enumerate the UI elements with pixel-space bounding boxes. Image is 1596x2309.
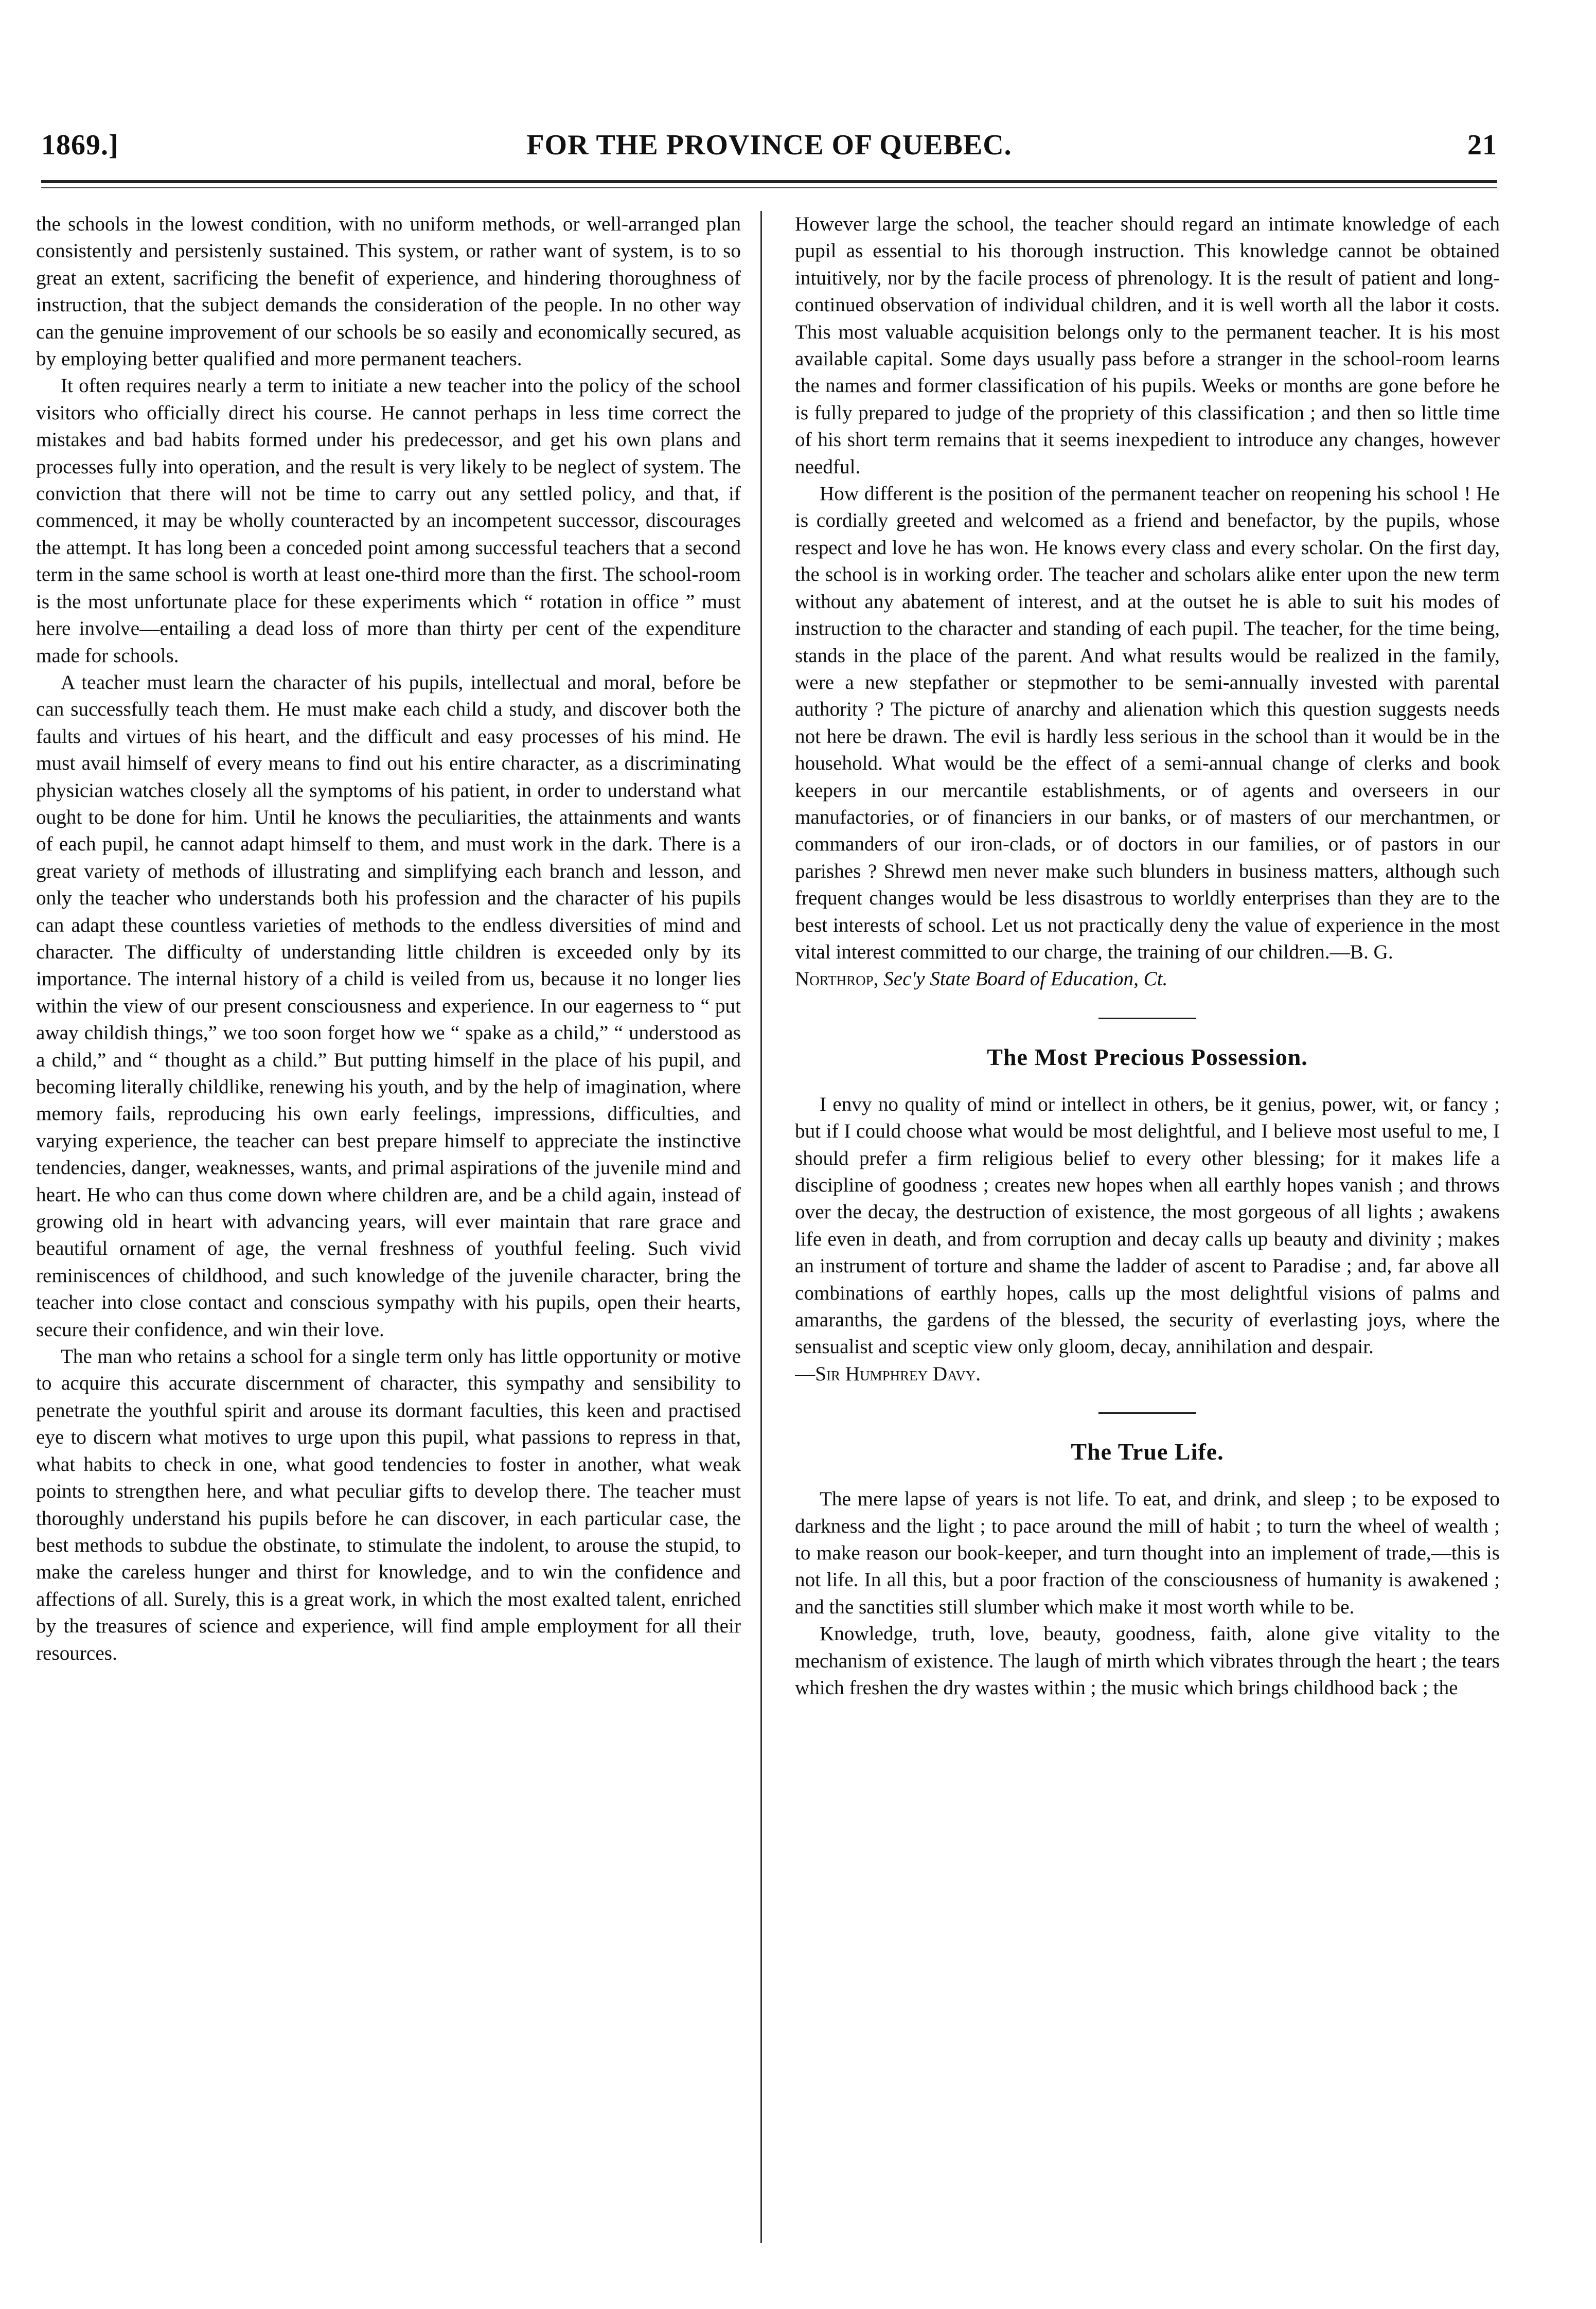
- right-paragraph-1: However large the school, the teacher should regard an intimate knowledge of each pupil as essential to his thorough instruction. This knowledge cannot be obtained intuitively, nor by the facile process of phrenology. It is the result of patient and long-continued observation of individual children, and it is well worth all the labor it costs. This most valuable acquisition belongs only to the permanent teacher. It is his most available capital. Some days usually pass before a stranger in the school-room learns the names and former classification of his pupils. Weeks or months are gone before he is fully prepared to judge of the propriety of this classification ; and then so little time of his short term remains that it seems inexpedient to introduce any changes, however needful.: [795, 213, 1500, 478]
- header-rule-thick: [41, 180, 1497, 183]
- running-head-title: FOR THE PROVINCE OF QUEBEC.: [526, 129, 1012, 161]
- left-paragraph-1: the schools in the lowest condition, with no uniform methods, or well-arranged plan consistently and persistenly sustained. This system, or rather want of system, is to so great an extent, sacrificing the benefit of experience, and hindering thoroughness of instruction, that the subject demands the consideration of the people. In no other way can the genuine improvement of our schools be so easily and economically secured, as by employing better qualified and more permanent teachers.: [36, 213, 741, 370]
- running-head-year: 1869.]: [41, 129, 119, 161]
- signature-davy: —Sir Humphrey Davy.: [795, 1362, 981, 1385]
- signature-title: Sec'y State Board of Education, Ct.: [883, 968, 1168, 990]
- header-rule-thin: [41, 187, 1497, 188]
- running-head: [41, 129, 1497, 170]
- left-paragraph-4: The man who retains a school for a single term only has little opportunity or motive to acquire this accurate discernment of character, this sympathy and sensibility to penetrate the youthful spirit and arouse its dormant faculties, this keen and practised eye to discern what motives to urge upon this pupil, what passions to repress in that, what habits to check in one, what good tendencies to foster in another, what weak points to strengthen here, and what peculiar gifts to develop there. The teacher must thoroughly understand his pupils before he can discover, in each particular case, the best methods to subdue the obstinate, to stimulate the indolent, to arouse the stupid, to make the careless hunger and thirst for knowledge, and to win the confidence and affections of all. Surely, this is a great work, in which the most exalted talent, enriched by the treasures of science and experience, will find ample employment for all their resources.: [36, 1345, 741, 1664]
- page-number: 21: [1467, 129, 1497, 161]
- left-column: [36, 211, 741, 2243]
- left-paragraph-3: A teacher must learn the character of his pupils, intellectual and moral, before be can successfully teach them. He must make each child a study, and discover both the faults and virtues of his heart, and the difficult and easy processes of his mind. He must avail himself of every means to find out his entire character, as a discriminating physician watches closely all the symptoms of his patient, in order to understand what ought to be done for him. Until he knows the peculiarities, the attainments and wants of each pupil, he cannot adapt himself to them, and must work in the dark. There is a great variety of methods of illustrating and simplifying each branch and lesson, and only the teacher who understands both his profession and the character of his pupils can adapt these countless varieties of methods to the endless diversities of mind and character. The difficulty of understanding little children is exceeded only by its importance. The internal history of a child is veiled from us, because it no longer lies within the view of our present consciousness and experience. In our eagerness to “ put away childish things,” we too soon forget how we “ spake as a child,” “ understood as a child,” and “ thought as a child.” But putting himself in the place of his pupil, and becoming literally childlike, renewing his youth, and by the help of imagination, where memory fails, reproducing his own early feelings, impressions, difficulties, and varying experience, the teacher can best prepare himself to appreciate the instinctive tendencies, danger, weaknesses, wants, and primal aspirations of the juvenile mind and heart. He who can thus come down where children are, and be a child again, instead of growing old in heart with advancing years, will ever maintain that rare grace and beautiful ornament of age, the vernal freshness of youthful feeling. Such vivid reminiscences of childhood, and such knowledge of the juvenile character, bring the teacher into close contact and conscious sympathy with his pupils, open their hearts, secure their confidence, and win their love.: [36, 671, 741, 1341]
- signature-name: Northrop,: [795, 968, 879, 990]
- section-separator: [1098, 1412, 1196, 1414]
- column-divider: [760, 211, 762, 2243]
- section-separator: [1098, 1018, 1196, 1019]
- right-paragraph-2: How different is the position of the permanent teacher on reopening his school ! He is cordially greeted and welcomed as a friend and benefactor, by the pupils, whose respect and love he has won. He knows every class and every scholar. On the first day, the school is in working order. The teacher and scholars alike enter upon the new term without any abatement of interest, and at the outset he is able to suit his modes of instruction to the character and standing of each pupil. The teacher, for the time being, stands in the place of the parent. And what results would be realized in the family, were a new stepfather or stepmother to be semi-annually invested with parental authority ? The picture of anarchy and alienation which this question suggests needs not here be drawn. The evil is hardly less serious in the school than it would be in the household. What would be the effect of a semi-annual change of clerks and book keepers in our mercantile establishments, or of agents and overseers in our manufactories, or of financiers in our banks, or of masters of our merchantmen, or commanders of our iron-clads, or of doctors in our families, or of pastors in our parishes ? Shrewd men never make such blunders in business matters, although such frequent changes would be less disastrous to worldly enterprises than they are to the best interests of school. Let us not practically deny the value of experience in the most vital interest committed to our charge, the training of our children.—B. G.: [795, 483, 1500, 963]
- precious-possession-paragraph: I envy no quality of mind or intellect in others, be it genius, power, wit, or fancy ; but if I could choose what would be most delightful, and I believe most useful to me, I should prefer a firm religious belief to every other blessing; for it makes life a discipline of goodness ; creates new hopes when all earthly hopes vanish ; and throws over the decay, the destruction of existence, the most gorgeous of all lights ; awakens life even in death, and from corruption and decay calls up beauty and divinity ; makes an instrument of torture and shame the ladder of ascent to Paradise ; and, far above all combinations of earthly hopes, calls up the most delightful visions of palms and amaranths, the gardens of the blessed, the security of everlasting joys, where the sensualist and sceptic view only gloom, decay, annihilation and despair.: [795, 1093, 1500, 1358]
- signature-northrop: [795, 966, 1500, 992]
- true-life-paragraph-1: The mere lapse of years is not life. To eat, and drink, and sleep ; to be exposed to darkness and the light ; to pace around the mill of habit ; to turn the wheel of wealth ; to make reason our book-keeper, and turn thought into an implement of trade,—this is not life. In all this, but a poor fraction of the consciousness of humanity is awakened ; and the sanctities still slumber which make it most worth while to be.: [795, 1488, 1500, 1618]
- heading-true-life: The True Life.: [1071, 1438, 1224, 1465]
- heading-most-precious-possession: The Most Precious Possession.: [987, 1043, 1308, 1070]
- true-life-paragraph-2: Knowledge, truth, love, beauty, goodness, faith, alone give vitality to the mechanism of existence. The laugh of mirth which vibrates through the heart ; the tears which freshen the dry wastes within ; the music which brings childhood back ; the: [795, 1623, 1500, 1699]
- left-paragraph-2: It often requires nearly a term to initiate a new teacher into the policy of the school visitors who officially direct his course. He cannot perhaps in less time correct the mistakes and bad habits formed under his predecessor, and get his own plans and processes fully into operation, and the result is very likely to be neglect of system. The conviction that there will not be time to carry out any settled policy, and that, if commenced, it may be wholly counteracted by an incompetent successor, discourages the attempt. It has long been a conceded point among successful teachers that a second term in the same school is worth at least one-third more than the first. The school-room is the most unfortunate place for these experiments which “ rotation in office ” must here involve—entailing a dead loss of more than thirty per cent of the expenditure made for schools.: [36, 375, 741, 667]
- right-column: [795, 211, 1500, 2243]
